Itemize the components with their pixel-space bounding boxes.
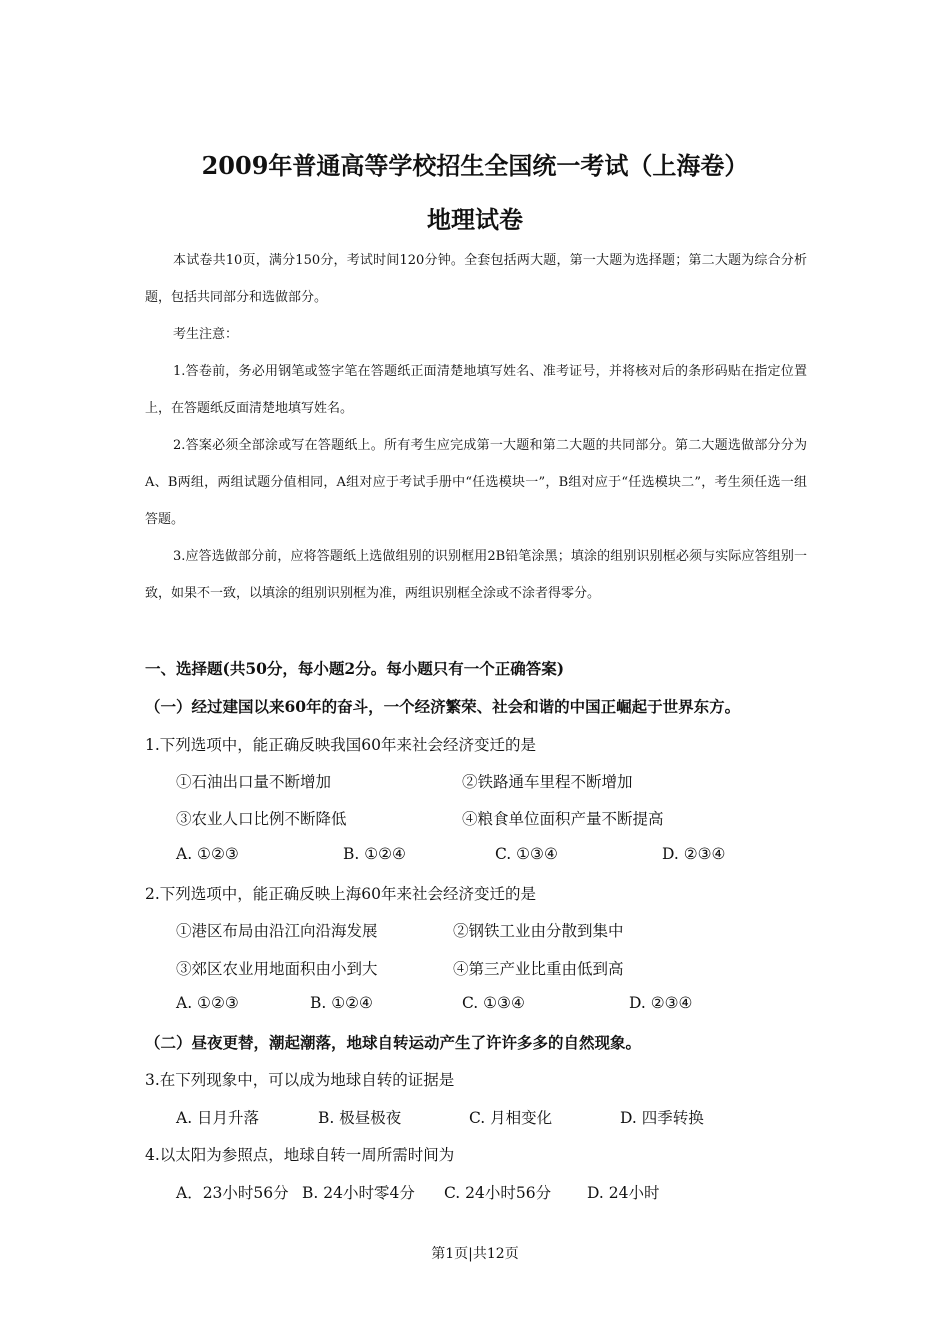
- question-3-stem: 3.在下列现象中，可以成为地球自转的证据是: [145, 1071, 455, 1089]
- exam-title: 2009年普通高等学校招生全国统一考试（上海卷）: [201, 151, 749, 180]
- q2-item-2: ②钢铁工业由分散到集中: [453, 922, 624, 940]
- q1-item-3: ③农业人口比例不断降低: [176, 810, 347, 828]
- question-1-stem: 1.下列选项中，能正确反映我国60年来社会经济变迁的是: [145, 736, 537, 754]
- question-2-stem: 2.下列选项中，能正确反映上海60年来社会经济变迁的是: [145, 885, 537, 903]
- q3-choice-b: B. 极昼极夜: [318, 1109, 402, 1127]
- notice-item-2: 2.答案必须全部涂或写在答题纸上。所有考生应完成第一大题和第二大题的共同部分。第二大题选做部分分为A、B两组，两组试题分值相同，A组对应于考试手册中“任选模块一”，B组对应于“任选模块二”，考生须任选一组答题。: [145, 438, 807, 527]
- q2-item-3: ③郊区农业用地面积由小到大: [176, 960, 378, 978]
- q4-choice-c: C. 24小时56分: [444, 1184, 552, 1202]
- q2-choice-b: B. ①②④: [310, 994, 373, 1012]
- intro-paragraph: 本试卷共10页，满分150分，考试时间120分钟。全套包括两大题，第一大题为选择题；第二大题为综合分析题，包括共同部分和选做部分。: [145, 253, 807, 305]
- group-1-heading: （一）经过建国以来60年的奋斗，一个经济繁荣、社会和谐的中国正崛起于世界东方。: [145, 697, 741, 716]
- q1-choice-a: A. ①②③: [176, 845, 239, 863]
- q3-choice-d: D. 四季转换: [620, 1109, 704, 1127]
- q1-choice-b: B. ①②④: [343, 845, 406, 863]
- q4-choice-b: B. 24小时零4分: [302, 1184, 415, 1202]
- exam-subtitle: 地理试卷: [427, 205, 523, 234]
- q2-choice-c: C. ①③④: [462, 994, 525, 1012]
- q1-choice-c: C. ①③④: [495, 845, 558, 863]
- q2-choice-a: A. ①②③: [176, 994, 239, 1012]
- group-2-heading: （二）昼夜更替，潮起潮落，地球自转运动产生了许许多多的自然现象。: [145, 1033, 642, 1052]
- q2-item-1: ①港区布局由沿江向沿海发展: [176, 922, 378, 940]
- question-4-stem: 4.以太阳为参照点，地球自转一周所需时间为: [145, 1146, 455, 1164]
- q4-choice-a: A．23小时56分: [176, 1184, 289, 1202]
- q1-item-4: ④粮食单位面积产量不断提高: [462, 810, 664, 828]
- q1-item-2: ②铁路通车里程不断增加: [462, 773, 633, 791]
- q1-item-1: ①石油出口量不断增加: [176, 773, 332, 791]
- page-footer: 第1页|共12页: [431, 1246, 519, 1262]
- notice-item-3: 3.应答选做部分前，应将答题纸上选做组别的识别框用2B铅笔涂黑；填涂的组别识别框必须与实际应答组别一致，如果不一致，以填涂的组别识别框为准，两组识别框全涂或不涂者得零分。: [145, 549, 807, 601]
- q4-choice-d: D. 24小时: [587, 1184, 660, 1202]
- q1-choice-d: D. ②③④: [662, 845, 726, 863]
- q3-choice-c: C. 月相变化: [469, 1109, 553, 1127]
- notice-heading: 考生注意：: [173, 327, 239, 342]
- q2-choice-d: D. ②③④: [629, 994, 693, 1012]
- section-heading: 一、选择题(共50分，每小题2分。每小题只有一个正确答案): [145, 659, 565, 678]
- notice-item-1: 1.答卷前，务必用钢笔或签字笔在答题纸正面清楚地填写姓名、准考证号，并将核对后的条形码贴在指定位置上，在答题纸反面清楚地填写姓名。: [145, 364, 807, 416]
- q2-item-4: ④第三产业比重由低到高: [453, 960, 624, 978]
- q3-choice-a: A. 日月升落: [176, 1109, 260, 1127]
